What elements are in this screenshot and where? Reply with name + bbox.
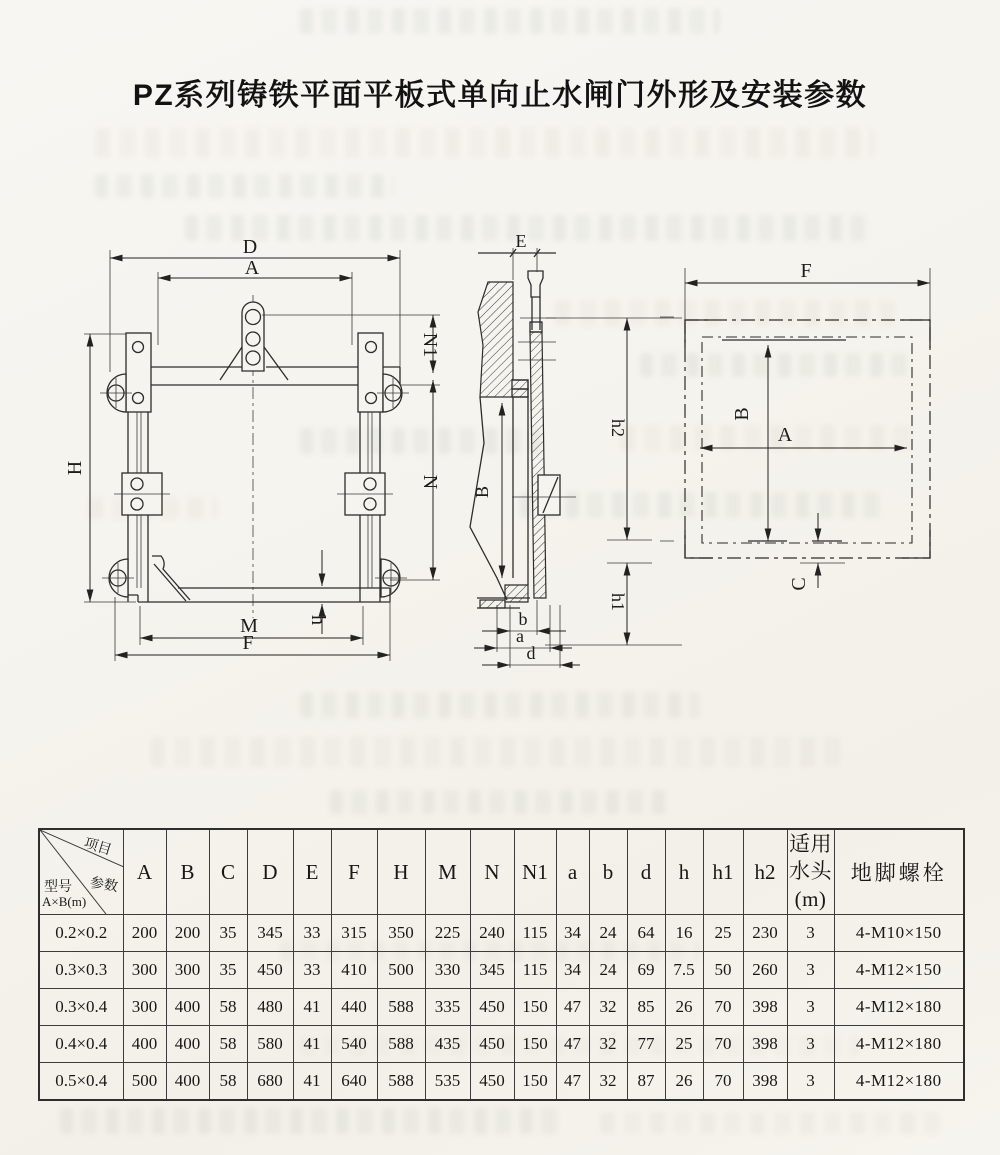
- value-cell: 535: [425, 1063, 470, 1101]
- column-header: b: [589, 829, 627, 915]
- bolt-cell: 4-M12×180: [834, 989, 964, 1026]
- value-cell: 260: [743, 952, 787, 989]
- value-cell: 41: [293, 1063, 331, 1101]
- value-cell: 588: [377, 989, 425, 1026]
- value-cell: 47: [556, 989, 589, 1026]
- parameters-table: [38, 828, 965, 1101]
- value-cell: 47: [556, 1026, 589, 1063]
- bleedthrough-smudge: [600, 1112, 940, 1134]
- value-cell: 150: [514, 989, 556, 1026]
- model-cell: 0.3×0.3: [39, 952, 123, 989]
- dim-label-front-N: N: [419, 474, 441, 490]
- value-cell: 398: [743, 1063, 787, 1101]
- bolt-cell: 4-M10×150: [834, 915, 964, 952]
- value-cell: 315: [331, 915, 377, 952]
- dim-label-front-D: D: [242, 236, 258, 258]
- value-cell: 450: [470, 1026, 514, 1063]
- column-header: h2: [743, 829, 787, 915]
- column-header: F: [331, 829, 377, 915]
- value-cell: 50: [703, 952, 743, 989]
- value-cell: 34: [556, 915, 589, 952]
- value-cell: 580: [247, 1026, 293, 1063]
- bleedthrough-smudge: [330, 790, 670, 814]
- value-cell: 345: [470, 952, 514, 989]
- value-cell: 150: [514, 1063, 556, 1101]
- value-cell: 16: [665, 915, 703, 952]
- value-cell: 450: [247, 952, 293, 989]
- value-cell: 69: [627, 952, 665, 989]
- value-cell: 345: [247, 915, 293, 952]
- value-cell: 225: [425, 915, 470, 952]
- value-cell: 588: [377, 1063, 425, 1101]
- model-cell: 0.5×0.4: [39, 1063, 123, 1101]
- value-cell: 150: [514, 1026, 556, 1063]
- bolt-cell: 4-M12×150: [834, 952, 964, 989]
- side-view: [470, 231, 682, 668]
- value-cell: 33: [293, 915, 331, 952]
- value-cell: 500: [123, 1063, 166, 1101]
- value-cell: 7.5: [665, 952, 703, 989]
- dim-label-side-h2: h2: [608, 419, 628, 437]
- value-cell: 25: [703, 915, 743, 952]
- dim-label-side-a: a: [516, 626, 524, 646]
- value-cell: 450: [470, 1063, 514, 1101]
- value-cell: 588: [377, 1026, 425, 1063]
- value-cell: 400: [166, 1026, 209, 1063]
- value-cell: 440: [331, 989, 377, 1026]
- column-header: N: [470, 829, 514, 915]
- value-cell: 70: [703, 1026, 743, 1063]
- value-cell: 335: [425, 989, 470, 1026]
- value-cell: 400: [166, 1063, 209, 1101]
- value-cell: 540: [331, 1026, 377, 1063]
- dim-label-front-M: M: [240, 615, 258, 637]
- table-row: [39, 1026, 964, 1063]
- dim-label-side-d: d: [526, 643, 536, 663]
- dim-label-side-B: B: [472, 485, 492, 499]
- page-title: PZ系列铸铁平面平板式单向止水闸门外形及安装参数: [132, 79, 868, 112]
- dim-label-frame-A: A: [777, 424, 793, 446]
- value-cell: 77: [627, 1026, 665, 1063]
- value-cell: 24: [589, 952, 627, 989]
- value-cell: 398: [743, 1026, 787, 1063]
- value-cell: 58: [209, 1026, 247, 1063]
- value-cell: 400: [166, 989, 209, 1026]
- value-cell: 3: [787, 1026, 834, 1063]
- value-cell: 450: [470, 989, 514, 1026]
- value-cell: 240: [470, 915, 514, 952]
- column-header: h: [665, 829, 703, 915]
- value-cell: 400: [123, 1026, 166, 1063]
- value-cell: 500: [377, 952, 425, 989]
- table-row: [39, 952, 964, 989]
- front-view: [64, 236, 441, 661]
- value-cell: 410: [331, 952, 377, 989]
- value-cell: 35: [209, 915, 247, 952]
- model-cell: 0.3×0.4: [39, 989, 123, 1026]
- value-cell: 435: [425, 1026, 470, 1063]
- dim-label-front-F: F: [242, 632, 254, 654]
- column-header: N1: [514, 829, 556, 915]
- bolt-cell: 4-M12×180: [834, 1026, 964, 1063]
- value-cell: 3: [787, 952, 834, 989]
- value-cell: 25: [665, 1026, 703, 1063]
- dim-label-side-b: b: [518, 609, 528, 629]
- table-row: [39, 915, 964, 952]
- dim-label-front-h: h: [307, 615, 329, 625]
- value-cell: 70: [703, 1063, 743, 1101]
- corner-label-item: 项目: [81, 836, 114, 859]
- value-cell: 41: [293, 989, 331, 1026]
- value-cell: 26: [665, 1063, 703, 1101]
- corner-label-model: 型号: [44, 880, 72, 895]
- value-cell: 85: [627, 989, 665, 1026]
- column-header: B: [166, 829, 209, 915]
- column-header: a: [556, 829, 589, 915]
- value-cell: 47: [556, 1063, 589, 1101]
- dim-label-frame-F: F: [800, 260, 812, 282]
- column-header: C: [209, 829, 247, 915]
- value-cell: 3: [787, 1063, 834, 1101]
- column-header: E: [293, 829, 331, 915]
- value-cell: 680: [247, 1063, 293, 1101]
- dim-label-side-E: E: [515, 231, 527, 251]
- value-cell: 115: [514, 952, 556, 989]
- value-cell: 230: [743, 915, 787, 952]
- value-cell: 640: [331, 1063, 377, 1101]
- dim-label-front-H: H: [64, 460, 86, 476]
- column-header: H: [377, 829, 425, 915]
- value-cell: 32: [589, 1063, 627, 1101]
- value-cell: 58: [209, 989, 247, 1026]
- value-cell: 115: [514, 915, 556, 952]
- value-cell: 32: [589, 989, 627, 1026]
- model-cell: 0.2×0.2: [39, 915, 123, 952]
- value-cell: 350: [377, 915, 425, 952]
- dim-label-frame-B: B: [731, 407, 753, 421]
- column-header: h1: [703, 829, 743, 915]
- value-cell: 33: [293, 952, 331, 989]
- value-cell: 300: [123, 989, 166, 1026]
- bolt-cell: 4-M12×180: [834, 1063, 964, 1101]
- table-header-row: [39, 829, 964, 915]
- dim-label-front-N1: N1: [419, 332, 441, 358]
- value-cell: 300: [166, 952, 209, 989]
- corner-label-param: 参数: [88, 875, 119, 896]
- value-cell: 330: [425, 952, 470, 989]
- value-cell: 3: [787, 989, 834, 1026]
- value-cell: 3: [787, 915, 834, 952]
- dim-label-side-h1: h1: [608, 593, 628, 611]
- value-cell: 35: [209, 952, 247, 989]
- value-cell: 70: [703, 989, 743, 1026]
- value-cell: 34: [556, 952, 589, 989]
- column-header-anchor-bolt: 地脚螺栓: [834, 829, 964, 915]
- bleedthrough-smudge: [60, 1108, 560, 1134]
- value-cell: 64: [627, 915, 665, 952]
- value-cell: 480: [247, 989, 293, 1026]
- value-cell: 58: [209, 1063, 247, 1101]
- value-cell: 300: [123, 952, 166, 989]
- table-row: [39, 1063, 964, 1101]
- value-cell: 32: [589, 1026, 627, 1063]
- corner-label-unit: A×B(m): [42, 894, 87, 909]
- value-cell: 398: [743, 989, 787, 1026]
- value-cell: 87: [627, 1063, 665, 1101]
- column-header-water-head: 适用水头(m): [787, 829, 834, 915]
- dim-label-front-A: A: [244, 257, 260, 279]
- value-cell: 41: [293, 1026, 331, 1063]
- value-cell: 200: [123, 915, 166, 952]
- column-header: d: [627, 829, 665, 915]
- table-corner-cell: [39, 829, 123, 915]
- value-cell: 24: [589, 915, 627, 952]
- value-cell: 26: [665, 989, 703, 1026]
- column-header: M: [425, 829, 470, 915]
- bleedthrough-smudge: [150, 737, 850, 767]
- table-row: [39, 989, 964, 1026]
- model-cell: 0.4×0.4: [39, 1026, 123, 1063]
- frame-view: [660, 260, 930, 591]
- column-header: A: [123, 829, 166, 915]
- column-header: D: [247, 829, 293, 915]
- value-cell: 200: [166, 915, 209, 952]
- dim-label-frame-C: C: [788, 577, 810, 591]
